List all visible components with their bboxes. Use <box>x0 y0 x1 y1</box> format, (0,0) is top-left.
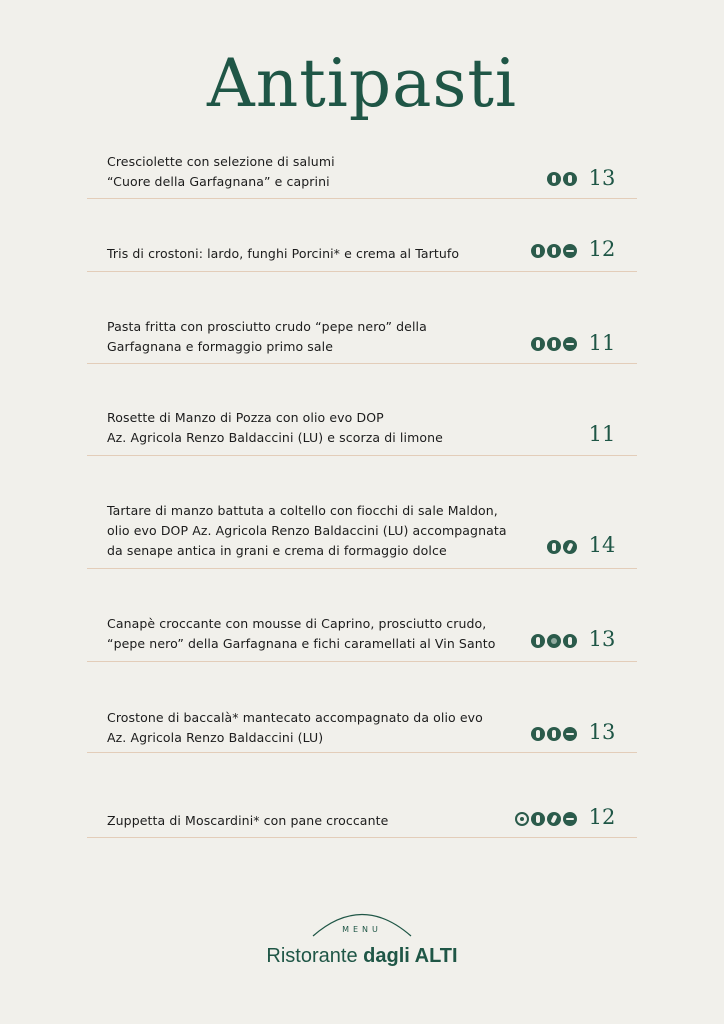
menu-item <box>87 272 637 364</box>
item-description: Tartare di manzo battuta a coltello con fiocchi di sale Maldon, olio evo DOP Az. Agricola Renzo Baldaccini (LU) accompagnata da senape antica in grani e crema di formaggio dolce <box>107 503 507 558</box>
allergen-icons <box>547 172 577 186</box>
menu-item <box>87 753 637 838</box>
allergen-icons <box>547 540 577 554</box>
item-description: Canapè croccante con mousse di Caprino, prosciutto crudo, “pepe nero” della Garfagnana e fichi caramellati al Vin Santo <box>107 616 496 651</box>
restaurant-name <box>0 945 724 968</box>
sulphite-icon <box>563 727 577 741</box>
menu-arc-label: MENU <box>342 925 382 934</box>
item-description: Rosette di Manzo di Pozza con olio evo DOP Az. Agricola Renzo Baldaccini (LU) e scorza di limone <box>107 410 443 445</box>
gluten-icon <box>531 812 545 826</box>
item-price: 11 <box>588 422 616 446</box>
lactose-icon <box>563 172 577 186</box>
mustard-icon <box>563 540 577 554</box>
menu-item <box>87 456 637 569</box>
item-description: Tris di crostoni: lardo, funghi Porcini* e crema al Tartufo <box>107 246 460 261</box>
item-price: 13 <box>588 166 616 190</box>
menu-list <box>87 140 637 838</box>
item-description: Zuppetta di Moscardini* con pane croccante <box>107 813 389 828</box>
lactose-icon <box>547 244 561 258</box>
gluten-icon <box>531 634 545 648</box>
allergen-icons <box>531 727 577 741</box>
gluten-icon <box>547 172 561 186</box>
menu-item <box>87 140 637 199</box>
item-description: Crostone di baccalà* mantecato accompagnato da olio evo Az. Agricola Renzo Baldaccini (LU) <box>107 710 483 745</box>
allergen-icons <box>515 812 577 826</box>
menu-item <box>87 662 637 753</box>
menu-item <box>87 569 637 662</box>
celery-icon <box>547 812 561 826</box>
gluten-icon <box>531 337 545 351</box>
item-price: 12 <box>588 805 616 829</box>
sulphite-icon <box>563 337 577 351</box>
menu-item <box>87 199 637 272</box>
fish-icon <box>547 727 561 741</box>
allergen-icons <box>531 337 577 351</box>
item-price: 14 <box>588 533 616 557</box>
gluten-icon <box>531 727 545 741</box>
gluten-icon <box>531 244 545 258</box>
lactose-icon <box>547 540 561 554</box>
item-price: 13 <box>588 720 616 744</box>
item-description: Pasta fritta con prosciutto crudo “pepe nero” della Garfagnana e formaggio primo sale <box>107 319 427 354</box>
sulphite-icon <box>563 812 577 826</box>
item-price: 11 <box>588 331 616 355</box>
item-price: 13 <box>588 627 616 651</box>
lactose-icon <box>547 337 561 351</box>
allergen-icons <box>531 244 577 258</box>
menu-item <box>87 364 637 456</box>
lactose-icon <box>563 634 577 648</box>
allergen-icons <box>531 634 577 648</box>
restaurant-name-regular: Ristorante <box>266 945 364 967</box>
restaurant-logo <box>0 905 724 985</box>
page-title: Antipasti <box>207 45 517 122</box>
restaurant-name-bold: dagli ALTI <box>363 945 458 967</box>
sulphite-icon <box>563 244 577 258</box>
nuts-icon <box>547 634 561 648</box>
mollusc-icon <box>515 812 529 826</box>
item-price: 12 <box>588 237 616 261</box>
item-description: Cresciolette con selezione di salumi “Cuore della Garfagnana” e caprini <box>107 154 335 189</box>
menu-arc-icon <box>311 905 413 939</box>
